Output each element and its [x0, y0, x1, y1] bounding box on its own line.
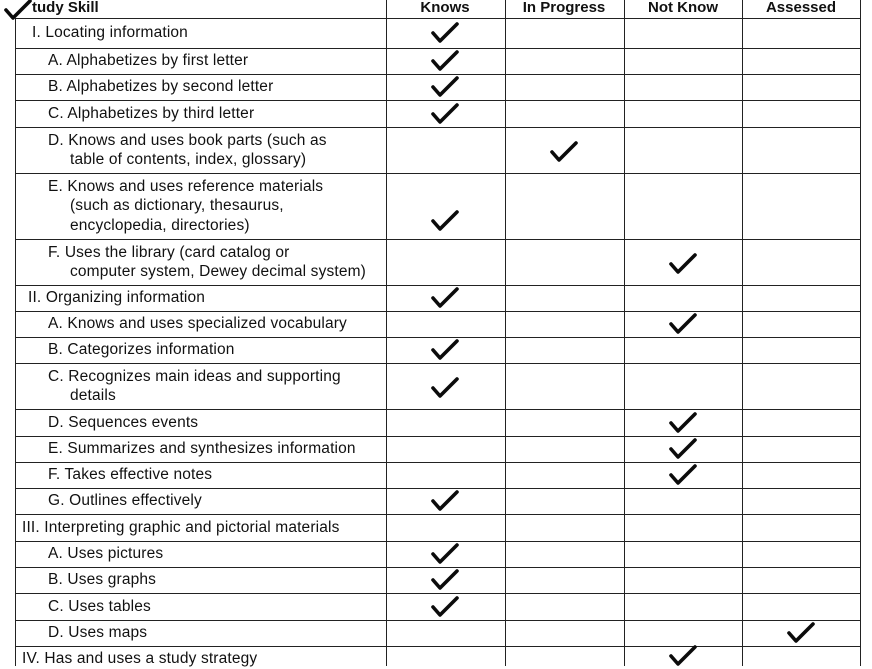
- checkmark-icon: [430, 49, 460, 73]
- checkmark-icon: [430, 568, 460, 592]
- skill-label-line: details: [70, 387, 116, 404]
- checkmark-icon: [549, 140, 579, 164]
- skill-label: [48, 544, 163, 564]
- checkmark-stroke: [671, 414, 695, 431]
- skill-label: [48, 439, 356, 459]
- checkmark-stroke: [433, 341, 457, 358]
- checkmark-stroke: [433, 598, 457, 615]
- skill-label: [48, 104, 254, 124]
- skill-label-line: C. Alphabetizes by third letter: [48, 104, 255, 122]
- skill-label-line: computer system, Dewey decimal system): [70, 263, 366, 280]
- skill-label-line: I. Locating information: [32, 24, 188, 42]
- checkmark-stroke: [433, 379, 457, 396]
- checkmark-stroke: [789, 624, 813, 641]
- skill-label-line: D. Sequences events: [48, 413, 199, 431]
- checkmark-icon: [430, 21, 460, 45]
- header-check-icon: [3, 0, 33, 22]
- checkmark-stroke: [433, 78, 457, 95]
- checkmark-icon: [430, 338, 460, 362]
- checkmark-icon: [430, 542, 460, 566]
- skill-label-line: encyclopedia, directories): [70, 216, 250, 234]
- checkmark-stroke: [671, 440, 695, 457]
- skill-label-line: C. Recognizes main ideas and supporting: [48, 367, 341, 385]
- checkmark-stroke: [552, 143, 576, 160]
- skill-label-line: F. Uses the library (card catalog or: [48, 243, 290, 261]
- skill-label: [48, 491, 202, 511]
- header-knows: Knows: [420, 0, 470, 16]
- skill-label: [48, 51, 248, 71]
- skill-label: [28, 288, 205, 308]
- skill-label: [48, 413, 198, 433]
- skill-label-line: table of contents, index, glossary): [70, 151, 307, 168]
- checkmark-icon: [430, 489, 460, 513]
- skill-label: [48, 623, 147, 643]
- skill-label-line: A. Uses pictures: [48, 545, 164, 563]
- checkmark-icon: [786, 621, 816, 645]
- skill-label-line: B. Uses graphs: [48, 571, 157, 589]
- checkmark-icon: [430, 376, 460, 400]
- skill-label: [48, 340, 235, 360]
- skill-label-line: F. Takes effective notes: [48, 466, 213, 484]
- skill-label-line: III. Interpreting graphic and pictorial materials: [22, 518, 340, 536]
- header-study-skill: tudy Skill: [32, 0, 99, 16]
- skill-label-line: E. Knows and uses reference materials: [48, 177, 324, 195]
- skill-label-line: D. Knows and uses book parts (such as: [48, 131, 327, 149]
- checkmark-icon: [430, 75, 460, 99]
- checkmark-stroke: [433, 24, 457, 41]
- skill-label: [22, 518, 340, 538]
- skill-label: [32, 23, 188, 43]
- checkmark-icon: [668, 463, 698, 487]
- skill-label: [48, 597, 151, 617]
- header-in-progress: In Progress: [522, 0, 606, 16]
- checkmark-stroke: [433, 571, 457, 588]
- skill-label-line: C. Uses tables: [48, 597, 151, 615]
- skill-label-line: B. Alphabetizes by second letter: [48, 78, 274, 96]
- checkmark-stroke: [433, 105, 457, 122]
- checkmark-icon: [668, 644, 698, 668]
- header-assessed: Assessed: [765, 0, 837, 16]
- checkmark-stroke: [671, 315, 695, 332]
- header-not-know: Not Know: [648, 0, 718, 16]
- skill-label: [48, 314, 347, 334]
- skill-label-line: D. Uses maps: [48, 624, 148, 642]
- skill-label: [48, 570, 156, 590]
- checkmark-icon: [430, 595, 460, 619]
- checkmark-stroke: [433, 289, 457, 306]
- skill-label-line: (such as dictionary, thesaurus,: [70, 197, 284, 215]
- checkmark-stroke: [671, 647, 695, 664]
- checkmark-stroke: [671, 255, 695, 272]
- checkmark-stroke: [433, 492, 457, 509]
- skill-label: [48, 367, 341, 406]
- checkmark-stroke: [433, 52, 457, 69]
- checkmark-icon: [430, 102, 460, 126]
- checkmark-icon: [668, 252, 698, 276]
- skill-label: [48, 177, 323, 236]
- skill-label: [48, 77, 273, 97]
- checkmark-icon: [668, 437, 698, 461]
- skill-label-line: E. Summarizes and synthesizes information: [48, 440, 356, 458]
- skill-label: [48, 131, 327, 170]
- skill-label-line: A. Knows and uses specialized vocabulary: [48, 315, 347, 333]
- checkmark-icon: [668, 411, 698, 435]
- skill-label-line: G. Outlines effectively: [48, 492, 202, 510]
- skill-label: [48, 465, 212, 485]
- checkmark-stroke: [433, 212, 457, 229]
- skill-label-line: IV. Has and uses a study strategy: [22, 650, 258, 668]
- checkmark-icon: [668, 312, 698, 336]
- checkmark-icon: [430, 286, 460, 310]
- checkmark-icon: [430, 209, 460, 233]
- checkmark-stroke: [433, 545, 457, 562]
- checkmark-stroke: [671, 466, 695, 483]
- skill-label: [48, 243, 366, 282]
- skill-label-line: B. Categorizes information: [48, 341, 235, 359]
- skill-label-line: II. Organizing information: [28, 289, 206, 307]
- skill-label-line: A. Alphabetizes by first letter: [48, 52, 249, 70]
